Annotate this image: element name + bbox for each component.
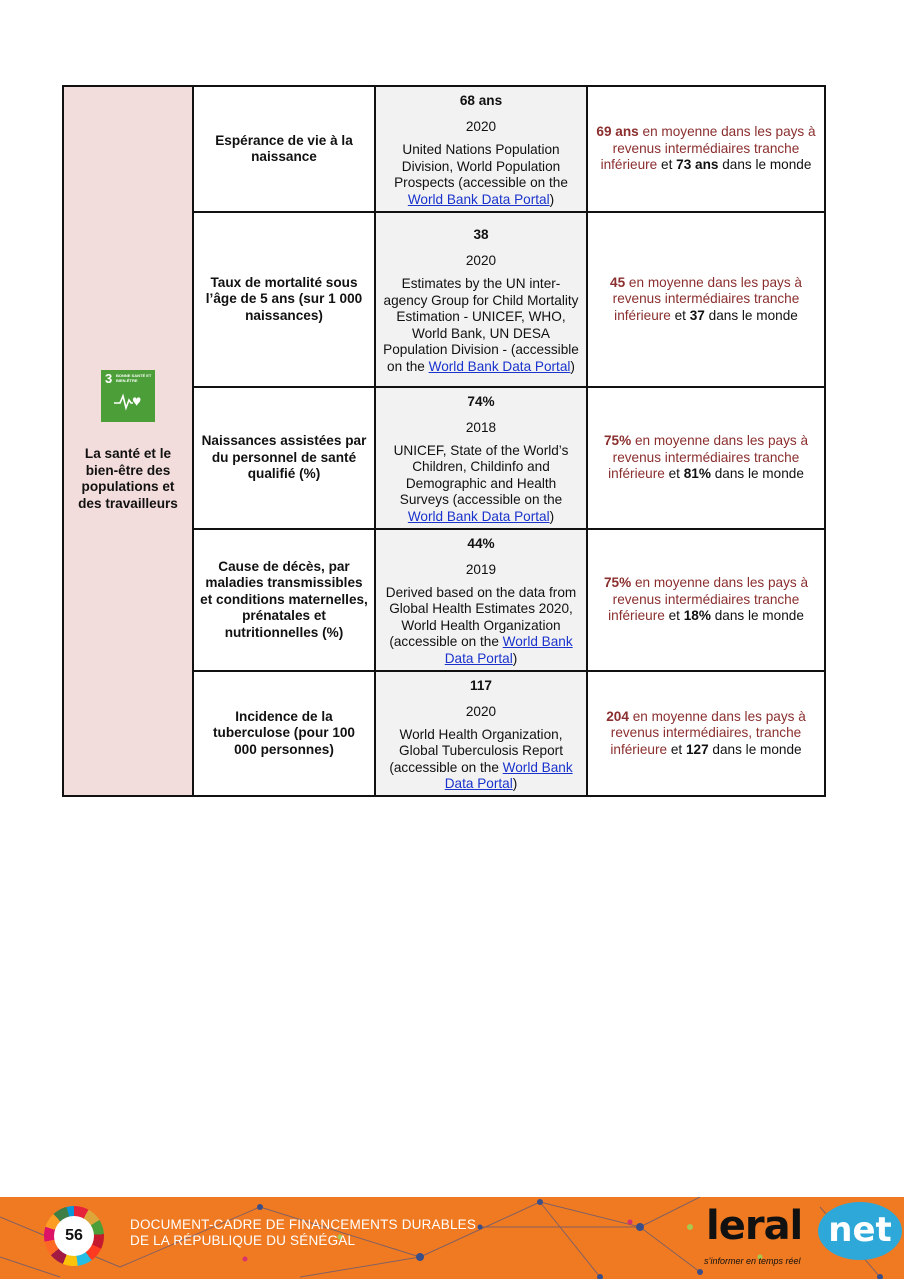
comparison-text: en moyenne dans les pays à revenus intermédiaires tranche inférieure <box>600 124 816 173</box>
comparison-connector: et <box>661 157 677 173</box>
value-cell <box>375 671 587 796</box>
footer-title <box>130 1217 476 1249</box>
comparison-value-income: 69 ans <box>596 124 639 140</box>
world-bank-data-portal-link[interactable]: World Bank Data Portal <box>407 508 550 524</box>
source-text-end: ) <box>570 358 575 374</box>
value-cell <box>375 529 587 671</box>
indicator-value: 44% <box>467 535 495 551</box>
page-footer <box>0 1197 904 1279</box>
table-row <box>63 86 825 212</box>
comparison-cell <box>587 387 825 529</box>
world-bank-data-portal-link[interactable]: World Bank Data Portal <box>444 634 573 666</box>
comparison-text: en moyenne dans les pays à revenus intermédiaires tranche inférieure <box>608 433 809 482</box>
source-text: World Health Organization, Global Tuberculosis Report (accessible on the <box>389 726 563 775</box>
source-text-end: ) <box>549 191 555 207</box>
comparison-value-income: 75% <box>603 575 632 591</box>
comparison-text-world: dans le monde <box>710 466 804 482</box>
source-text: United Nations Population Division, World Population Prospects (accessible on the <box>394 142 568 190</box>
comparison-cell <box>587 86 825 212</box>
comparison-cell <box>587 671 825 796</box>
comparison-text: en moyenne dans les pays à revenus intermédiaires tranche inférieure <box>612 274 802 323</box>
comparison-cell <box>587 212 825 387</box>
comparison-text: en moyenne dans les pays à revenus intermédiaires tranche inférieure <box>608 575 809 624</box>
indicator-year: 2020 <box>465 253 497 268</box>
comparison-value-world: 37 <box>689 307 705 323</box>
value-cell <box>375 387 587 529</box>
indicators-table <box>62 85 826 797</box>
value-cell <box>375 212 587 387</box>
value-cell <box>375 86 587 212</box>
comparison-connector: et <box>674 307 690 323</box>
indicator-label: Espérance de vie à la naissance <box>193 86 375 212</box>
indicator-source <box>382 585 580 668</box>
comparison-connector: et <box>668 466 684 482</box>
footer-title-line2: DE LA RÉPUBLIQUE DU SÉNÉGAL <box>130 1233 356 1248</box>
comparison-connector: et <box>668 608 684 624</box>
world-bank-data-portal-link[interactable]: World Bank Data Portal <box>444 759 573 791</box>
sdg-wheel-page-badge <box>44 1206 104 1266</box>
comparison-text-world: dans le monde <box>718 157 812 173</box>
indicator-value: 74% <box>467 393 495 409</box>
comparison-value-world: 18% <box>683 608 711 624</box>
comparison-value-world: 81% <box>683 466 711 482</box>
indicator-value: 68 ans <box>459 93 503 108</box>
indicator-source <box>382 276 580 375</box>
world-bank-data-portal-link[interactable]: World Bank Data Portal <box>428 358 571 374</box>
source-text: Estimates by the UN inter-agency Group for Child Mortality Estimation - UNICEF, WHO, World Bank, UN DESA Population Division - (accessible on the <box>383 276 579 374</box>
comparison-value-world: 73 ans <box>676 157 719 173</box>
comparison-value-income: 204 <box>606 708 629 724</box>
theme-label: La santé et le bien-être des populations et des travailleurs <box>78 446 178 511</box>
indicator-value: 38 <box>473 227 489 242</box>
indicator-label: Incidence de la tuberculose (pour 100 000 personnes) <box>193 671 375 796</box>
indicator-year: 2019 <box>465 561 497 577</box>
source-text: UNICEF, State of the World’s Children, Childinfo and Demographic and Health Surveys (accessible on the <box>393 442 569 508</box>
comparison-text: en moyenne dans les pays à revenus intermédiaires, tranche inférieure <box>610 708 806 757</box>
sdg-number: 3 <box>105 371 113 386</box>
comparison-value-income: 75% <box>603 433 632 449</box>
indicator-label: Taux de mortalité sous l’âge de 5 ans (sur 1 000 naissances) <box>193 212 375 387</box>
indicator-source <box>382 443 580 526</box>
footer-title-line1: DOCUMENT-CADRE DE FINANCEMENTS DURABLES <box>130 1217 477 1232</box>
source-text-end: ) <box>512 650 518 666</box>
comparison-text-world: dans le monde <box>710 608 804 624</box>
comparison-value-income: 45 <box>610 274 626 290</box>
sdg-title: BONNE SANTÉ ET BIEN-ÊTRE <box>116 373 152 383</box>
source-text: Derived based on the data from Global Health Estimates 2020, World Health Organization (accessible on the <box>385 584 577 650</box>
sdg-3-badge <box>101 370 155 422</box>
indicator-year: 2020 <box>465 703 497 719</box>
theme-cell <box>63 86 193 796</box>
indicator-year: 2018 <box>465 419 497 435</box>
comparison-connector: et <box>670 741 686 757</box>
comparison-value-world: 127 <box>685 741 709 757</box>
indicator-label: Naissances assistées par du personnel de santé qualifié (%) <box>193 387 375 529</box>
indicator-value: 117 <box>470 677 492 693</box>
brand-leral-text: leral <box>706 1203 803 1249</box>
page-number: 56 <box>54 1216 94 1256</box>
comparison-text-world: dans le monde <box>704 307 798 323</box>
world-bank-data-portal-link[interactable]: World Bank Data Portal <box>407 191 550 207</box>
indicator-year: 2020 <box>465 119 497 134</box>
indicator-source <box>382 727 580 793</box>
comparison-cell <box>587 529 825 671</box>
brand-tagline: s’informer en temps réel <box>704 1256 801 1266</box>
source-text-end: ) <box>512 776 518 791</box>
indicator-label: Cause de décès, par maladies transmissibles et conditions maternelles, prénatales et nutritionnelles (%) <box>193 529 375 671</box>
indicator-source <box>382 142 580 208</box>
brand-net-bubble: net <box>818 1202 902 1260</box>
leralnet-logo <box>700 1199 904 1277</box>
source-text-end: ) <box>549 508 555 524</box>
comparison-text-world: dans le monde <box>708 741 802 757</box>
heartbeat-icon <box>113 390 143 412</box>
